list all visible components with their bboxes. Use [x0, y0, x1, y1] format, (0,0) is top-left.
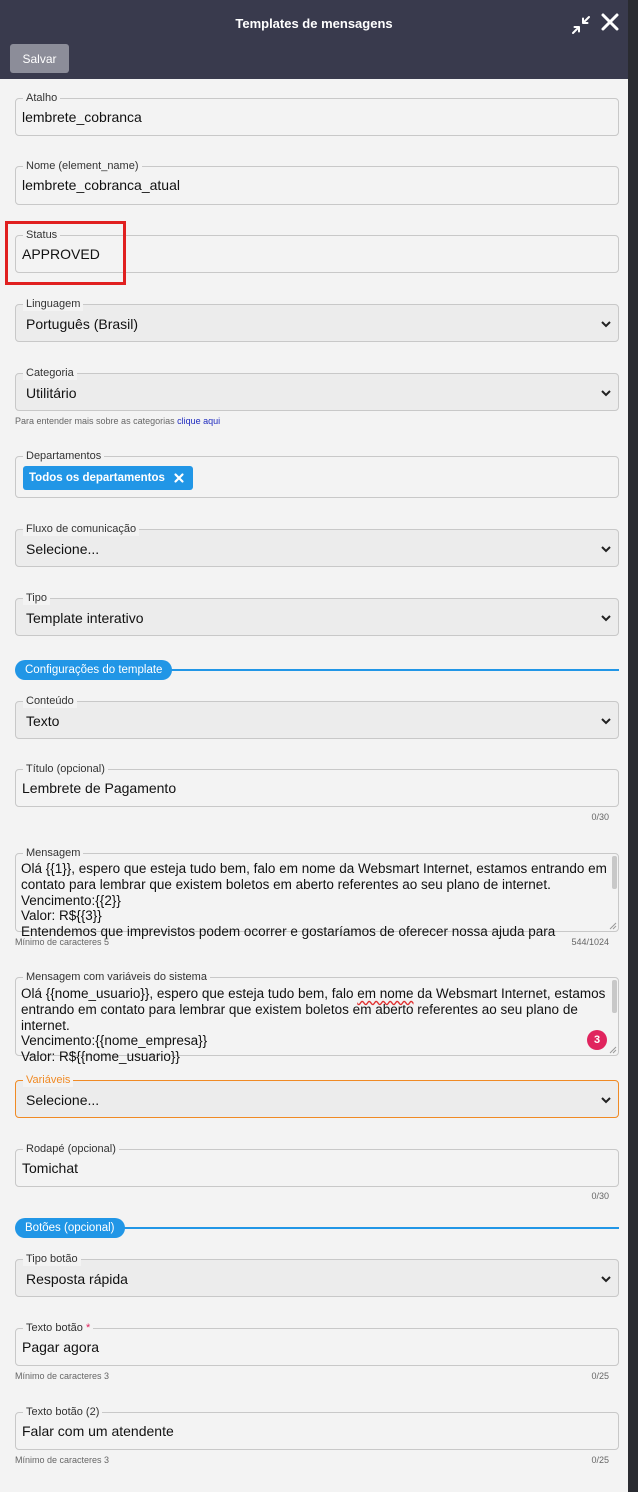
system-variables-message[interactable] [15, 971, 619, 1065]
message-line: Valor: R${{3}} [21, 908, 102, 924]
template-config-section [15, 660, 619, 680]
communication-flow-select[interactable] [15, 523, 619, 567]
template-config-title: Configurações do template [15, 660, 172, 680]
chevron-down-icon [600, 1273, 612, 1285]
modal-header [0, 0, 628, 79]
shortcut-label: Atalho [23, 91, 60, 105]
title-value: Lembrete de Pagamento [22, 780, 177, 796]
button-text-2-input[interactable] [15, 1406, 619, 1450]
message-label: Mensagem [23, 846, 83, 860]
modal-title: Templates de mensagens [235, 16, 393, 31]
chevron-down-icon [600, 1094, 612, 1106]
category-help-link[interactable]: clique aqui [177, 416, 221, 426]
spellcheck-count-badge[interactable]: 3 [587, 1030, 607, 1050]
message-line: Entendemos que imprevistos podem ocorrer e gostaríamos de oferecer nossa ajuda para [21, 924, 556, 940]
button-text-counter: 0/25 [591, 1371, 609, 1381]
chevron-down-icon [600, 318, 612, 330]
category-hint [15, 416, 220, 426]
title-counter: 0/30 [591, 812, 609, 822]
button-type-value: Resposta rápida [26, 1271, 128, 1287]
button-type-label: Tipo botão [23, 1252, 81, 1266]
content-select[interactable] [15, 695, 619, 739]
button-text-input[interactable] [15, 1322, 619, 1366]
button-text-label [23, 1321, 93, 1335]
chevron-down-icon [600, 715, 612, 727]
message-line: Olá {{1}}, espero que esteja tudo bem, falo em nome da Websmart Internet, estamos entrando em [21, 861, 607, 876]
message-textarea[interactable] [15, 847, 619, 940]
title-label: Título (opcional) [23, 762, 108, 776]
system-message-line: entrando em contato para lembrar que existem boletos em aberto referentes ao seu plano de [21, 1001, 578, 1017]
background-strip [628, 0, 638, 1492]
status-label: Status [23, 228, 60, 242]
category-label: Categoria [23, 366, 77, 380]
message-text [21, 860, 610, 940]
button-text-2-hint: Mínimo de caracteres 3 [15, 1455, 110, 1465]
compress-arrows-icon[interactable] [570, 14, 592, 36]
button-text-2-value: Falar com um atendente [22, 1423, 174, 1439]
buttons-section-title: Botões (opcional) [15, 1218, 125, 1238]
spellcheck-word: em nome [357, 986, 414, 1001]
save-button[interactable]: Salvar [10, 44, 69, 73]
buttons-section [15, 1218, 619, 1238]
element-name-label: Nome (element_name) [23, 159, 142, 173]
variables-value: Selecione... [26, 1092, 100, 1108]
status-value: APPROVED [22, 246, 100, 262]
departments-field[interactable] [15, 450, 619, 498]
button-text-2-counter: 0/25 [591, 1455, 609, 1465]
footer-value: Tomichat [22, 1160, 79, 1176]
language-value: Português (Brasil) [26, 316, 139, 332]
system-message-fragment: da Websmart Internet, estamos [413, 986, 606, 1001]
shortcut-value: lembrete_cobranca [22, 109, 142, 125]
footer-label: Rodapé (opcional) [23, 1142, 119, 1156]
language-label: Linguagem [23, 297, 83, 311]
section-divider [165, 669, 619, 671]
chevron-down-icon [600, 543, 612, 555]
button-type-select[interactable] [15, 1253, 619, 1297]
resize-grip-icon[interactable] [609, 1046, 617, 1054]
category-value: Utilitário [26, 385, 77, 401]
content-value: Texto [26, 713, 60, 729]
department-chip-label: Todos os departamentos [29, 472, 165, 484]
system-message-label: Mensagem com variáveis do sistema [23, 970, 210, 984]
footer-input[interactable] [15, 1143, 619, 1187]
shortcut-field[interactable] [15, 92, 619, 136]
content-label: Conteúdo [23, 694, 77, 708]
button-text-label-text: Texto botão [26, 1322, 83, 1334]
message-line: Vencimento:{{2}} [21, 892, 121, 908]
system-message-text [21, 985, 610, 1065]
category-hint-text: Para entender mais sobre as categorias [15, 416, 175, 426]
button-text-hint: Mínimo de caracteres 3 [15, 1371, 110, 1381]
button-text-value: Pagar agora [22, 1339, 100, 1355]
message-scrollbar[interactable] [612, 856, 617, 889]
communication-flow-label: Fluxo de comunicação [23, 522, 139, 536]
type-select[interactable] [15, 592, 619, 636]
system-message-line: Vencimento:{{nome_empresa}} [21, 1033, 208, 1049]
element-name-field[interactable] [15, 160, 619, 205]
communication-flow-value: Selecione... [26, 541, 100, 557]
system-message-fragment: Olá {{nome_usuario}}, espero que esteja tudo bem, falo [21, 986, 358, 1001]
department-chip [23, 466, 193, 490]
message-counter: 544/1024 [571, 937, 609, 947]
close-icon[interactable] [599, 11, 621, 33]
type-value: Template interativo [26, 610, 144, 626]
system-message-line: internet. [21, 1017, 70, 1033]
required-mark: * [85, 1322, 91, 1334]
system-message-scrollbar[interactable] [612, 980, 617, 1013]
footer-counter: 0/30 [591, 1191, 609, 1201]
variables-select[interactable] [15, 1074, 619, 1118]
variables-label: Variáveis [23, 1073, 73, 1087]
section-divider [115, 1227, 619, 1229]
system-message-line: Valor: R${{nome_usuario}} [21, 1049, 180, 1065]
chevron-down-icon [600, 612, 612, 624]
chip-remove-icon[interactable] [174, 473, 184, 483]
category-select[interactable] [15, 367, 619, 411]
message-line: contato para lembrar que existem boletos em aberto referentes ao seu plano de internet. [21, 876, 551, 892]
title-input[interactable] [15, 763, 619, 807]
type-label: Tipo [23, 591, 50, 605]
status-field [15, 229, 619, 273]
language-select[interactable] [15, 298, 619, 342]
departments-label: Departamentos [23, 449, 104, 463]
resize-grip-icon[interactable] [609, 922, 617, 930]
chevron-down-icon [600, 387, 612, 399]
message-hint: Mínimo de caracteres 5 [15, 937, 110, 947]
button-text-2-label: Texto botão (2) [23, 1405, 102, 1419]
system-message-line [21, 986, 610, 1002]
element-name-value: lembrete_cobranca_atual [22, 177, 180, 193]
